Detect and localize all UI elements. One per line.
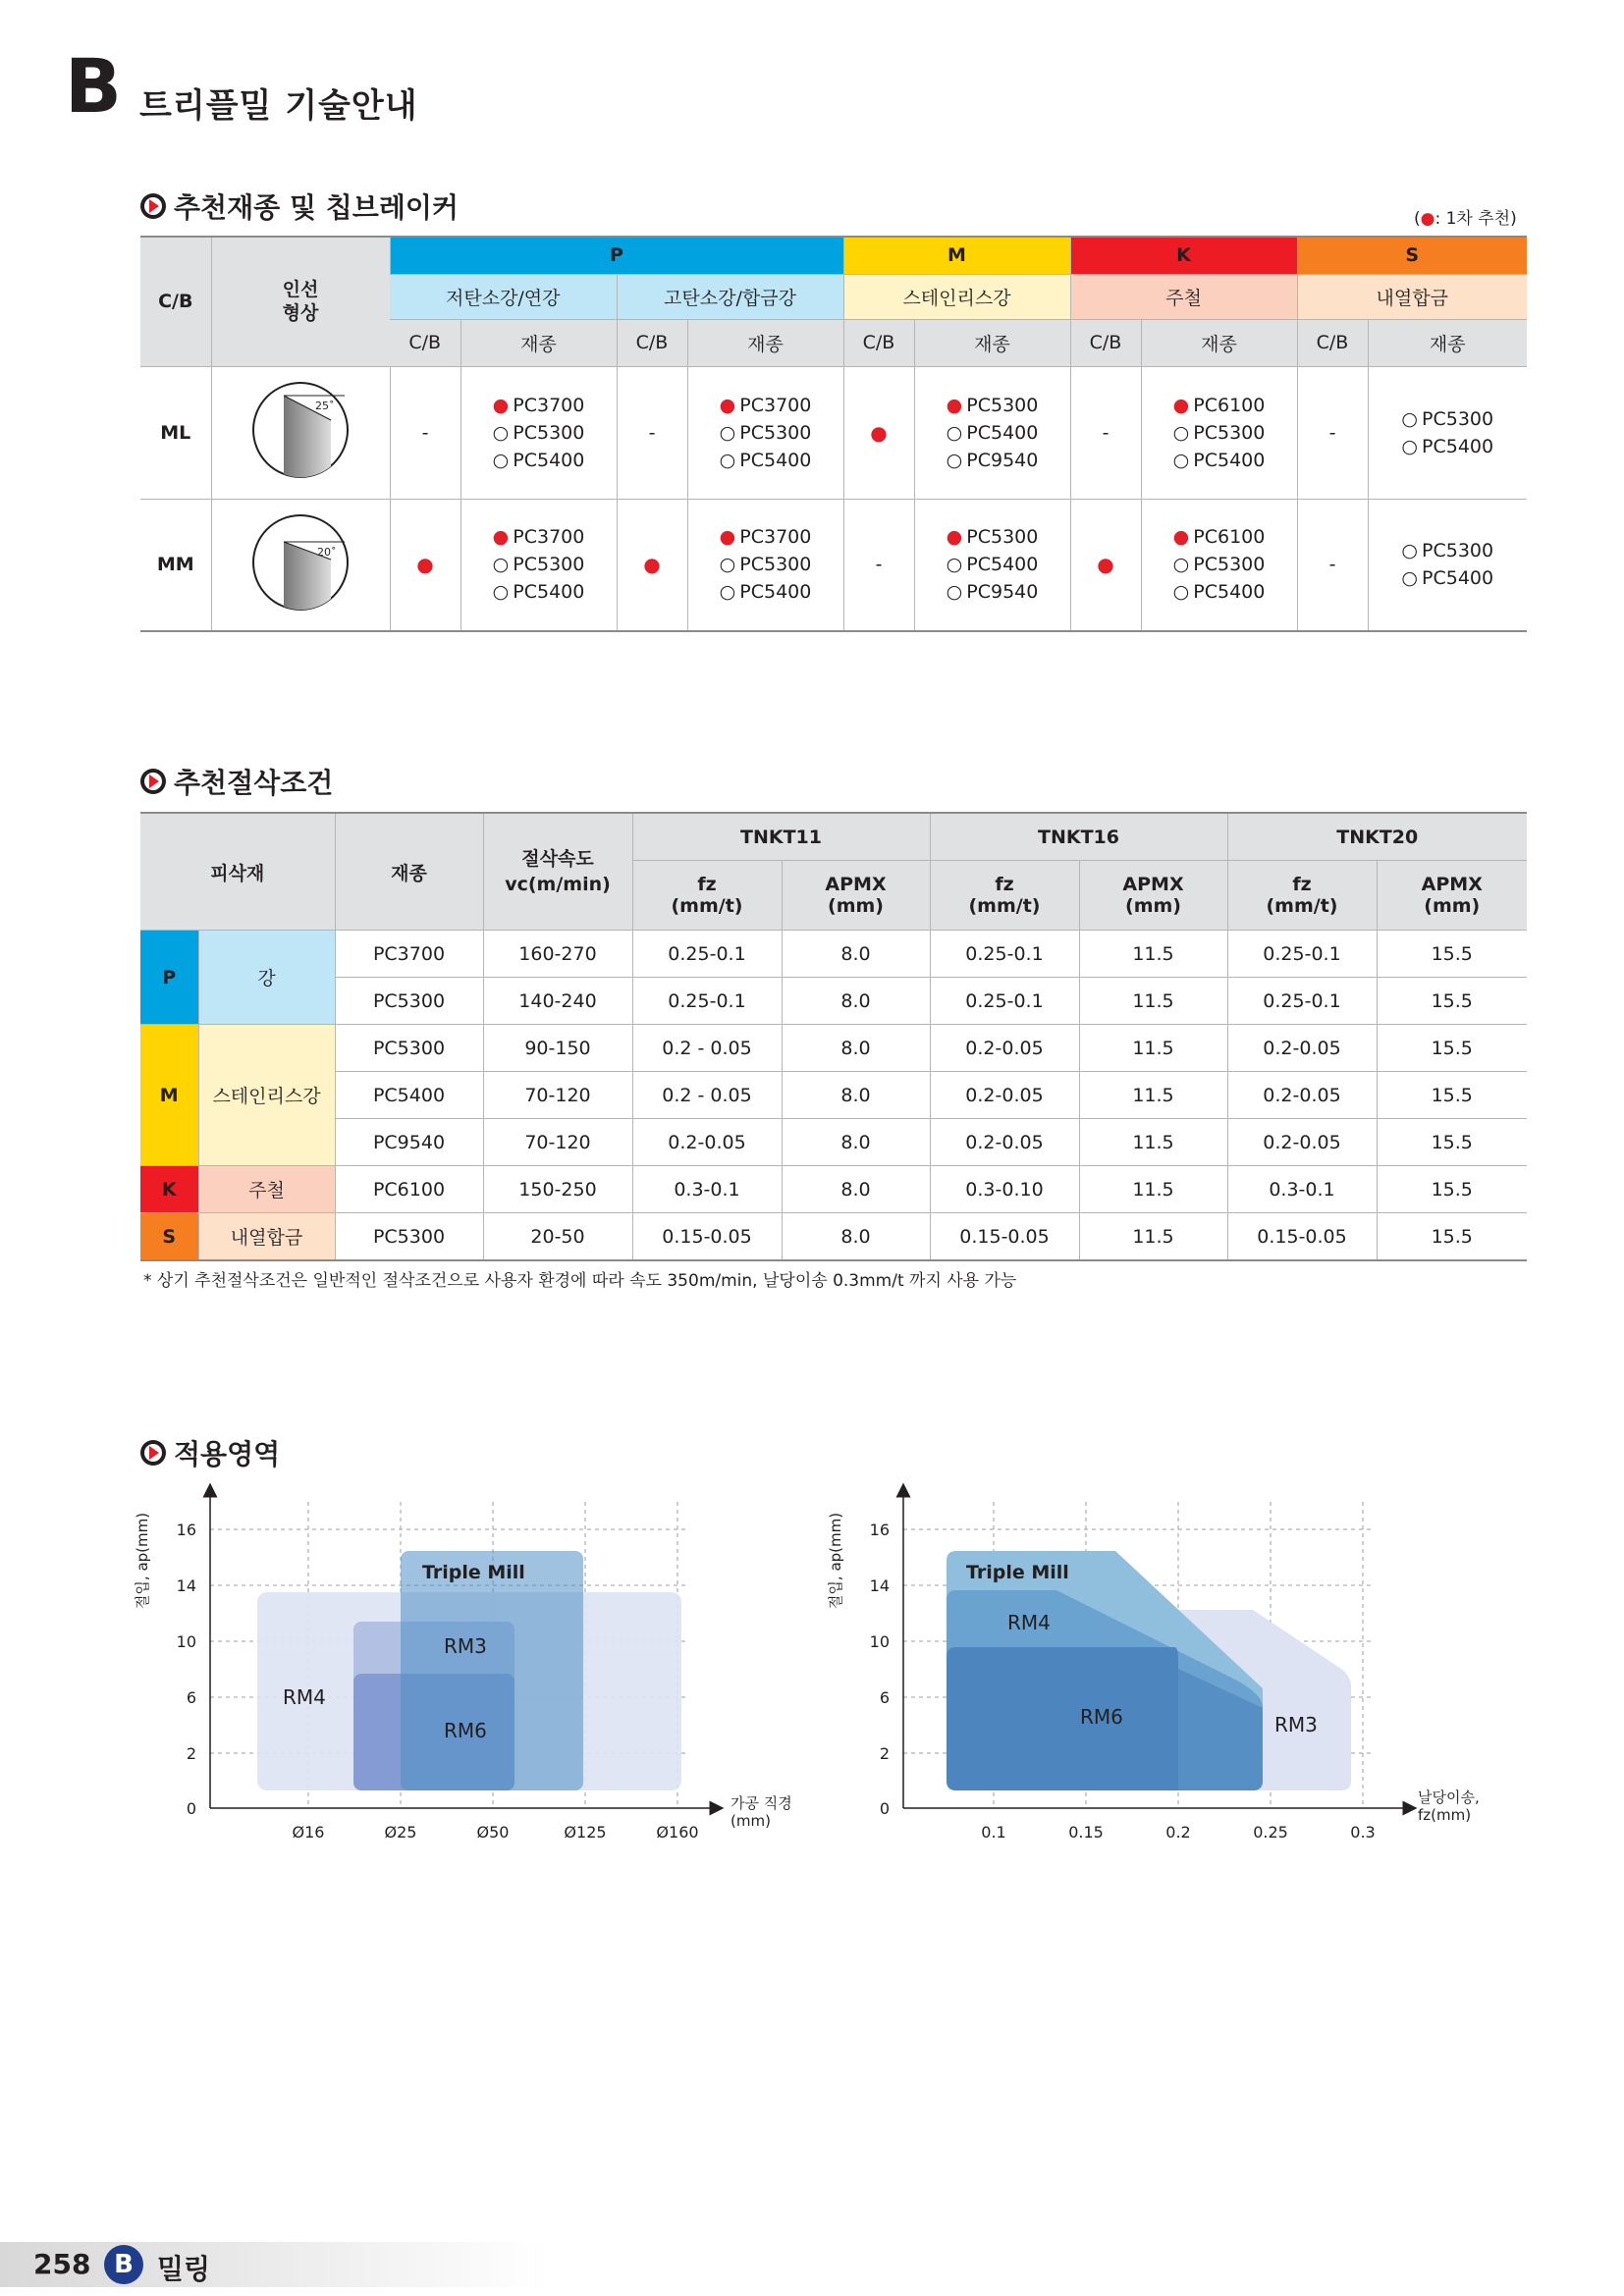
footnote: * 상기 추천절삭조건은 일반적인 절삭조건으로 사용자 환경에 따라 속도 350m/min, 날당이송 0.3mm/t 까지 사용 가능 [143,1271,1017,1291]
x-tick-label: Ø160 [656,1823,699,1842]
table-row [140,366,1527,499]
y-axis-label: 절입, ap(mm) [134,1512,151,1610]
header-apmx: APMX (mm) [1079,861,1227,931]
table-row [140,1119,1527,1166]
header-apmx: APMX (mm) [782,861,930,931]
material-name: 스테인리스강 [198,1025,335,1166]
application-chart-feed [821,1472,1528,1855]
material-name: 강 [198,931,335,1025]
cb-mark: ● [390,499,460,631]
table-cell: 70-120 [483,1119,632,1166]
region-label: RM4 [283,1685,326,1709]
section-title: 추천절삭조건 [174,767,334,799]
grade-list: ● PC6100 ○ PC5300 ○ PC5400 [1141,499,1297,631]
grade-list: ● PC6100 ○ PC5300 ○ PC5400 [1141,366,1297,499]
sub-group-label: 내열합금 [1297,274,1527,319]
x-axis-label: 가공 직경 (mm) [731,1794,792,1830]
insert-edge-icon [246,508,354,616]
region-label: Triple Mill [966,1562,1069,1583]
table-cell: 0.2-0.05 [930,1119,1079,1166]
table-cell: 0.15-0.05 [632,1213,782,1261]
y-tick-label: 2 [879,1744,890,1763]
sub-header-grade: 재종 [1368,319,1527,366]
table-cell: 8.0 [782,1166,930,1213]
header-material: 피삭재 [140,813,335,931]
y-tick-label: 14 [869,1576,890,1595]
chapter-letter: B [65,42,122,130]
x-tick-label: Ø50 [476,1823,510,1842]
legend-red-dot-icon: ● [1420,209,1435,229]
group-code-s: S [1297,237,1527,274]
table-cell: 11.5 [1079,978,1227,1025]
y-tick-label: 16 [176,1521,196,1539]
table-cell: 0.25-0.1 [930,978,1079,1025]
header-tool: TNKT11 [632,813,930,861]
table-cell: PC3700 [335,931,483,978]
table-cell: PC5300 [335,1213,483,1261]
sub-header-grade: 재종 [460,319,617,366]
grade-list: ● PC5300 ○ PC5400 ○ PC9540 [914,499,1070,631]
cutting-conditions-table [140,812,1527,1261]
header-fz: fz (mm/t) [1227,861,1377,931]
table-cell: 0.25-0.1 [1227,931,1377,978]
table-cell: 90-150 [483,1025,632,1072]
region-triple-mill [401,1551,583,1790]
sub-group-label: 고탄소강/합금강 [617,274,843,319]
table-cell: 0.2 - 0.05 [632,1025,782,1072]
table-cell: PC5400 [335,1072,483,1119]
y-tick-label: 6 [186,1688,196,1707]
header-fz: fz (mm/t) [632,861,782,931]
x-tick-label: 0.15 [1068,1823,1104,1842]
angle-label: 25˚ [315,400,335,412]
region-label: Triple Mill [422,1562,525,1583]
table-cell: 15.5 [1377,1166,1527,1213]
table-cell: 11.5 [1079,931,1227,978]
grade-list: ● PC3700 ○ PC5300 ○ PC5400 [687,499,843,631]
table-cell: 0.3-0.10 [930,1166,1079,1213]
header-apmx: APMX (mm) [1377,861,1527,931]
material-code: K [140,1166,198,1213]
header-tool: TNKT20 [1227,813,1527,861]
table-cell: 0.2 - 0.05 [632,1072,782,1119]
table-cell: 15.5 [1377,1025,1527,1072]
sub-header-cb: C/B [1297,319,1368,366]
grade-list: ● PC3700 ○ PC5300 ○ PC5400 [460,366,617,499]
legend: (●: 1차 추천) [1414,209,1517,229]
material-code: S [140,1213,198,1261]
table-cell: 0.25-0.1 [1227,978,1377,1025]
table-row [140,931,1527,978]
y-tick-label: 10 [869,1632,890,1651]
cb-mark: - [1297,499,1368,631]
section-bullet-icon [140,193,166,219]
table-cell: 0.3-0.1 [632,1166,782,1213]
table-cell: 0.3-0.1 [1227,1166,1377,1213]
chapter-label: 밀링 [157,2253,211,2285]
header-tool: TNKT16 [930,813,1227,861]
table-cell: 0.2-0.05 [1227,1025,1377,1072]
table-cell: 0.25-0.1 [930,931,1079,978]
y-axis-label: 절입, ap(mm) [827,1512,844,1610]
table-cell: 160-270 [483,931,632,978]
page-number: 258 [33,2248,91,2280]
table-cell: 11.5 [1079,1025,1227,1072]
cutting-conditions-body [140,931,1527,1261]
material-code: M [140,1025,198,1166]
table-cell: 11.5 [1079,1072,1227,1119]
region-rm6 [947,1647,1178,1790]
page-title: 트리플밀 기술안내 [139,86,418,126]
cb-mark: ● [843,366,914,499]
sub-header-cb: C/B [390,319,460,366]
table-cell: 0.25-0.1 [632,931,782,978]
table-cell: 15.5 [1377,1072,1527,1119]
table-cell: 0.2-0.05 [930,1025,1079,1072]
header-fz: fz (mm/t) [930,861,1079,931]
x-tick-label: 0.1 [981,1823,1006,1842]
cb-mark: - [617,366,687,499]
y-tick-label: 2 [186,1744,196,1763]
section-bullet-icon [140,769,166,794]
table-cell: 15.5 [1377,978,1527,1025]
cb-mark: - [390,366,460,499]
table-cell: 11.5 [1079,1213,1227,1261]
table-row [140,1213,1527,1261]
table-cell: 0.2-0.05 [632,1119,782,1166]
table-cell: 15.5 [1377,1213,1527,1261]
application-chart-diameter [128,1472,835,1855]
table-cell: 8.0 [782,1072,930,1119]
table-cell: 70-120 [483,1072,632,1119]
row-cb-label: ML [140,366,211,499]
material-name: 주철 [198,1166,335,1213]
grade-list: ● PC3700 ○ PC5300 ○ PC5400 [460,499,617,631]
cb-mark: ● [1070,499,1141,631]
sub-group-label: 스테인리스강 [843,274,1070,319]
table-cell: 20-50 [483,1213,632,1261]
x-tick-label: 0.25 [1253,1823,1288,1842]
table-cell: 11.5 [1079,1119,1227,1166]
table-cell: PC9540 [335,1119,483,1166]
y-tick-label: 0 [879,1799,890,1818]
sub-header-cb: C/B [843,319,914,366]
x-tick-label: 0.3 [1350,1823,1376,1842]
table-cell: PC5300 [335,1025,483,1072]
x-tick-label: Ø25 [384,1823,417,1842]
section-title: 적용영역 [174,1438,281,1470]
sub-header-grade: 재종 [1141,319,1297,366]
grade-list: ● PC5300 ○ PC5400 ○ PC9540 [914,366,1070,499]
header-edge-shape: 인선 형상 [211,237,390,366]
table-cell: 8.0 [782,1213,930,1261]
table-cell: 8.0 [782,978,930,1025]
sub-header-cb: C/B [1070,319,1141,366]
material-code: P [140,931,198,1025]
table-row [140,1025,1527,1072]
header-cb: C/B [140,237,211,366]
region-label: RM4 [1007,1611,1051,1634]
section-bullet-icon [140,1440,166,1466]
section-title: 추천재종 및 칩브레이커 [174,191,459,224]
table-row [140,1166,1527,1213]
x-axis-label: 날당이송, fz(mm) [1418,1789,1480,1824]
chapter-badge: B [104,2245,143,2284]
cb-mark: ● [617,499,687,631]
cb-mark: - [843,499,914,631]
y-tick-label: 16 [869,1521,890,1539]
x-tick-label: Ø125 [564,1823,607,1842]
region-label: RM6 [1080,1705,1123,1729]
y-tick-label: 0 [186,1799,196,1818]
edge-shape-cell [211,366,390,499]
table-cell: 0.2-0.05 [930,1072,1079,1119]
region-label: RM3 [1274,1713,1318,1736]
table-cell: PC6100 [335,1166,483,1213]
y-tick-label: 6 [879,1688,890,1707]
table-row [140,978,1527,1025]
grade-list: ○ PC5300 ○ PC5400 [1368,499,1527,631]
grade-list: ● PC3700 ○ PC5300 ○ PC5400 [687,366,843,499]
insert-edge-icon [246,376,354,484]
cb-mark: - [1070,366,1141,499]
y-tick-label: 10 [176,1632,196,1651]
table-cell: 0.15-0.05 [930,1213,1079,1261]
table-cell: 8.0 [782,1025,930,1072]
group-code-p: P [390,237,843,274]
region-label: RM3 [444,1634,487,1658]
section-cutting-conditions [140,762,333,801]
table-cell: 8.0 [782,1119,930,1166]
grade-chipbreaker-table [140,236,1527,632]
grade-list: ○ PC5300 ○ PC5400 [1368,366,1527,499]
table-cell: 11.5 [1079,1166,1227,1213]
material-name: 내열합금 [198,1213,335,1261]
table-cell: 150-250 [483,1166,632,1213]
edge-shape-cell [211,499,390,631]
table-row [140,1072,1527,1119]
table-cell: 8.0 [782,931,930,978]
sub-header-grade: 재종 [687,319,843,366]
table-cell: 0.2-0.05 [1227,1119,1377,1166]
region-label: RM6 [444,1719,487,1742]
sub-group-label: 저탄소강/연강 [390,274,617,319]
x-tick-label: Ø16 [292,1823,325,1842]
table-row [140,499,1527,631]
table-cell: 140-240 [483,978,632,1025]
header-grade: 재종 [335,813,483,931]
group-code-k: K [1070,237,1297,274]
section-recommended-grades [140,187,459,226]
row-cb-label: MM [140,499,211,631]
group-code-m: M [843,237,1070,274]
cb-mark: - [1297,366,1368,499]
header-speed: 절삭속도 vc(m/min) [483,813,632,931]
sub-header-cb: C/B [617,319,687,366]
x-tick-label: 0.2 [1165,1823,1191,1842]
table-cell: 0.2-0.05 [1227,1072,1377,1119]
sub-group-label: 주철 [1070,274,1297,319]
section-application-range [140,1433,280,1472]
y-tick-label: 14 [176,1576,196,1595]
angle-label: 20˚ [317,545,337,559]
table-cell: 15.5 [1377,931,1527,978]
table-cell: PC5300 [335,978,483,1025]
table-cell: 0.15-0.05 [1227,1213,1377,1261]
table-cell: 15.5 [1377,1119,1527,1166]
sub-header-grade: 재종 [914,319,1070,366]
table-cell: 0.25-0.1 [632,978,782,1025]
